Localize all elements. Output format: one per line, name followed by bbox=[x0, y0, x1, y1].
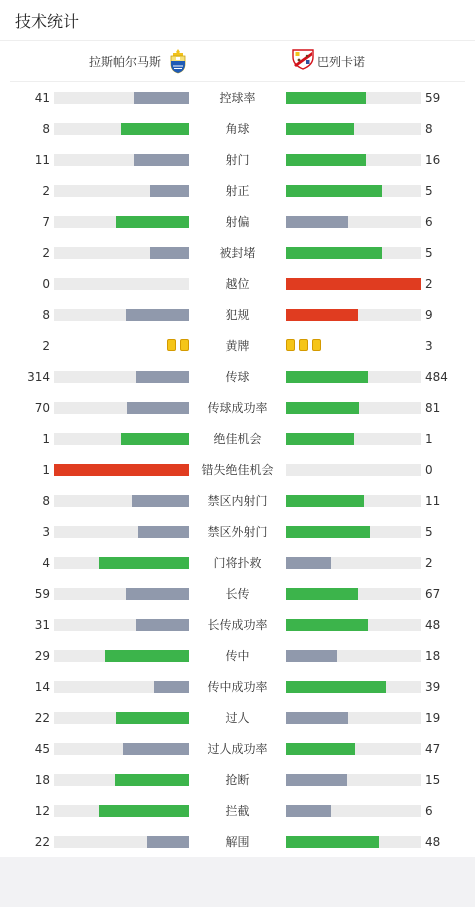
away-bar-track bbox=[286, 247, 421, 259]
stat-label: 犯规 bbox=[225, 308, 250, 322]
stat-label: 射正 bbox=[225, 184, 250, 198]
stat-row bbox=[0, 367, 475, 387]
stat-label: 绝佳机会 bbox=[213, 432, 262, 446]
stat-label: 拦截 bbox=[225, 804, 250, 818]
home-bar-fill bbox=[115, 774, 189, 786]
home-bar-track bbox=[54, 557, 189, 569]
stat-label: 过人 bbox=[225, 711, 250, 725]
away-stat-value: 47 bbox=[425, 742, 441, 756]
home-stat-value: 3 bbox=[42, 525, 50, 539]
yellow-card-icon bbox=[286, 339, 295, 351]
home-stat-value: 4 bbox=[42, 556, 50, 570]
away-bar-fill bbox=[286, 774, 347, 786]
away-stat-value: 16 bbox=[425, 153, 441, 167]
away-bar-fill bbox=[286, 309, 358, 321]
home-bar-fill bbox=[150, 185, 189, 197]
away-bar-fill bbox=[286, 743, 355, 755]
stat-label: 解围 bbox=[225, 835, 250, 849]
away-bar-track bbox=[286, 526, 421, 538]
home-stat-value: 29 bbox=[34, 649, 50, 663]
home-bar-fill bbox=[136, 371, 189, 383]
away-bar-fill bbox=[286, 588, 358, 600]
home-bar-track bbox=[54, 278, 189, 290]
stat-row bbox=[0, 553, 475, 573]
home-bar-fill bbox=[127, 402, 189, 414]
away-bar-fill bbox=[286, 154, 366, 166]
home-bar-track bbox=[54, 185, 189, 197]
home-stat-value: 1 bbox=[42, 463, 50, 477]
home-stat-value: 22 bbox=[34, 835, 50, 849]
stat-label: 传中成功率 bbox=[207, 680, 268, 694]
away-bar-fill bbox=[286, 433, 354, 445]
home-stat-value: 11 bbox=[34, 153, 50, 167]
away-bar-track bbox=[286, 805, 421, 817]
away-yellow-cards bbox=[286, 339, 321, 351]
page-title: 技术统计 bbox=[15, 11, 80, 31]
home-stat-value: 45 bbox=[34, 742, 50, 756]
stat-label: 越位 bbox=[225, 277, 250, 291]
home-stat-value: 8 bbox=[42, 494, 50, 508]
stat-label: 抢断 bbox=[225, 773, 250, 787]
away-bar-fill bbox=[286, 92, 366, 104]
away-bar-track bbox=[286, 650, 421, 662]
las-palmas-crest-icon bbox=[167, 48, 189, 74]
home-team-name: 拉斯帕尔马斯 bbox=[88, 54, 161, 69]
home-yellow-cards bbox=[167, 339, 189, 351]
home-bar-track bbox=[54, 526, 189, 538]
stat-row bbox=[0, 739, 475, 759]
home-bar-track bbox=[54, 743, 189, 755]
away-stat-value: 19 bbox=[425, 711, 441, 725]
home-bar-track bbox=[54, 681, 189, 693]
home-bar-fill bbox=[99, 557, 189, 569]
home-bar-fill bbox=[136, 619, 189, 631]
away-stat-value: 5 bbox=[425, 525, 433, 539]
home-bar-fill bbox=[134, 154, 189, 166]
stat-label: 传球 bbox=[225, 370, 250, 384]
stat-label: 射门 bbox=[225, 153, 250, 167]
away-stat-value: 2 bbox=[425, 277, 433, 291]
stat-label: 射偏 bbox=[225, 215, 250, 229]
away-bar-fill bbox=[286, 402, 359, 414]
stat-label: 禁区内射门 bbox=[207, 494, 268, 508]
home-bar-track bbox=[54, 805, 189, 817]
away-stat-value: 3 bbox=[425, 339, 433, 353]
home-stat-value: 0 bbox=[42, 277, 50, 291]
home-bar-track bbox=[54, 371, 189, 383]
home-stat-value: 2 bbox=[42, 184, 50, 198]
home-bar-fill bbox=[134, 92, 189, 104]
away-stat-value: 18 bbox=[425, 649, 441, 663]
home-bar-fill bbox=[116, 216, 189, 228]
home-bar-fill bbox=[150, 247, 189, 259]
yellow-card-icon bbox=[312, 339, 321, 351]
away-bar-track bbox=[286, 154, 421, 166]
away-bar-fill bbox=[286, 619, 368, 631]
away-bar-fill bbox=[286, 278, 421, 290]
title-bar bbox=[0, 0, 475, 41]
yellow-card-icon bbox=[299, 339, 308, 351]
away-stat-value: 6 bbox=[425, 215, 433, 229]
home-bar-fill bbox=[154, 681, 189, 693]
home-bar-fill bbox=[116, 712, 189, 724]
home-bar-fill bbox=[121, 433, 189, 445]
away-stat-value: 5 bbox=[425, 246, 433, 260]
away-bar-track bbox=[286, 433, 421, 445]
away-bar-track bbox=[286, 278, 421, 290]
home-bar-fill bbox=[123, 743, 189, 755]
away-bar-track bbox=[286, 371, 421, 383]
home-stat-value: 1 bbox=[42, 432, 50, 446]
home-bar-track bbox=[54, 650, 189, 662]
home-bar-fill bbox=[105, 650, 189, 662]
away-bar-track bbox=[286, 743, 421, 755]
home-stat-value: 8 bbox=[42, 122, 50, 136]
stat-row bbox=[0, 646, 475, 666]
home-bar-fill bbox=[147, 836, 189, 848]
stat-row bbox=[0, 88, 475, 108]
stat-row bbox=[0, 832, 475, 852]
stat-row bbox=[0, 770, 475, 790]
away-bar-track bbox=[286, 402, 421, 414]
home-stat-value: 22 bbox=[34, 711, 50, 725]
yellow-card-icon bbox=[180, 339, 189, 351]
away-bar-fill bbox=[286, 836, 379, 848]
home-bar-fill bbox=[132, 495, 189, 507]
stat-row bbox=[0, 398, 475, 418]
stat-row bbox=[0, 336, 475, 356]
home-bar-track bbox=[54, 619, 189, 631]
away-bar-track bbox=[286, 681, 421, 693]
home-bar-fill bbox=[126, 588, 189, 600]
stat-row bbox=[0, 181, 475, 201]
away-bar-fill bbox=[286, 495, 364, 507]
away-team-name: 巴列卡诺 bbox=[317, 54, 366, 69]
home-stat-value: 70 bbox=[34, 401, 50, 415]
home-bar-fill bbox=[54, 464, 189, 476]
home-stat-value: 2 bbox=[42, 246, 50, 260]
away-bar-track bbox=[286, 185, 421, 197]
teams-header bbox=[10, 41, 465, 82]
home-bar-track bbox=[54, 774, 189, 786]
home-stat-value: 314 bbox=[27, 370, 50, 384]
home-stat-value: 59 bbox=[34, 587, 50, 601]
away-stat-value: 484 bbox=[425, 370, 448, 384]
home-stat-value: 8 bbox=[42, 308, 50, 322]
home-bar-fill bbox=[121, 123, 189, 135]
away-bar-fill bbox=[286, 123, 354, 135]
away-stat-value: 39 bbox=[425, 680, 441, 694]
stat-row bbox=[0, 460, 475, 480]
away-bar-track bbox=[286, 836, 421, 848]
stat-row bbox=[0, 305, 475, 325]
away-bar-fill bbox=[286, 681, 386, 693]
stat-row bbox=[0, 584, 475, 604]
stat-row bbox=[0, 212, 475, 232]
stat-row bbox=[0, 708, 475, 728]
home-stat-value: 14 bbox=[34, 680, 50, 694]
home-bar-fill bbox=[138, 526, 189, 538]
stat-label: 被封堵 bbox=[219, 246, 256, 260]
away-bar-fill bbox=[286, 712, 348, 724]
stat-label: 错失绝佳机会 bbox=[201, 463, 274, 477]
away-stat-value: 9 bbox=[425, 308, 433, 322]
stat-row bbox=[0, 150, 475, 170]
stat-label: 控球率 bbox=[219, 91, 256, 105]
yellow-card-icon bbox=[167, 339, 176, 351]
home-stat-value: 12 bbox=[34, 804, 50, 818]
away-team[interactable] bbox=[291, 41, 365, 81]
stat-row bbox=[0, 429, 475, 449]
home-bar-track bbox=[54, 154, 189, 166]
away-stat-value: 8 bbox=[425, 122, 433, 136]
home-bar-track bbox=[54, 309, 189, 321]
away-bar-track bbox=[286, 712, 421, 724]
away-bar-fill bbox=[286, 526, 370, 538]
away-bar-track bbox=[286, 309, 421, 321]
away-bar-track bbox=[286, 216, 421, 228]
away-bar-fill bbox=[286, 557, 331, 569]
stat-label: 禁区外射门 bbox=[207, 525, 268, 539]
away-stat-value: 81 bbox=[425, 401, 441, 415]
away-stat-value: 6 bbox=[425, 804, 433, 818]
away-stat-value: 2 bbox=[425, 556, 433, 570]
home-team[interactable] bbox=[89, 41, 189, 81]
away-bar-track bbox=[286, 774, 421, 786]
stat-label: 传球成功率 bbox=[207, 401, 268, 415]
home-bar-track bbox=[54, 464, 189, 476]
home-stat-value: 7 bbox=[42, 215, 50, 229]
away-stat-value: 0 bbox=[425, 463, 433, 477]
home-stat-value: 41 bbox=[34, 91, 50, 105]
away-stat-value: 48 bbox=[425, 835, 441, 849]
away-bar-track bbox=[286, 464, 421, 476]
home-bar-track bbox=[54, 712, 189, 724]
stat-row bbox=[0, 615, 475, 635]
stat-label: 长传 bbox=[225, 587, 250, 601]
away-bar-track bbox=[286, 557, 421, 569]
home-stat-value: 2 bbox=[42, 339, 50, 353]
stat-row bbox=[0, 274, 475, 294]
stat-label: 黄牌 bbox=[225, 339, 250, 353]
stat-row bbox=[0, 243, 475, 263]
home-bar-track bbox=[54, 495, 189, 507]
stat-row bbox=[0, 119, 475, 139]
home-bar-track bbox=[54, 123, 189, 135]
away-bar-track bbox=[286, 92, 421, 104]
away-stat-value: 5 bbox=[425, 184, 433, 198]
away-stat-value: 59 bbox=[425, 91, 441, 105]
away-stat-value: 11 bbox=[425, 494, 441, 508]
stat-label: 长传成功率 bbox=[207, 618, 268, 632]
away-stat-value: 67 bbox=[425, 587, 441, 601]
home-bar-fill bbox=[126, 309, 189, 321]
stat-label: 传中 bbox=[225, 649, 250, 663]
rayo-vallecano-crest-icon bbox=[291, 48, 313, 74]
away-bar-track bbox=[286, 619, 421, 631]
home-stat-value: 18 bbox=[34, 773, 50, 787]
away-bar-fill bbox=[286, 247, 382, 259]
away-stat-value: 15 bbox=[425, 773, 441, 787]
away-bar-fill bbox=[286, 216, 348, 228]
away-bar-fill bbox=[286, 805, 331, 817]
home-bar-track bbox=[54, 433, 189, 445]
home-bar-track bbox=[54, 588, 189, 600]
stat-label: 门将扑救 bbox=[213, 556, 262, 570]
stat-label: 角球 bbox=[225, 122, 250, 136]
stat-row bbox=[0, 522, 475, 542]
home-stat-value: 31 bbox=[34, 618, 50, 632]
stat-row bbox=[0, 491, 475, 511]
home-bar-track bbox=[54, 836, 189, 848]
stat-row bbox=[0, 677, 475, 697]
home-bar-track bbox=[54, 216, 189, 228]
home-bar-track bbox=[54, 92, 189, 104]
away-bar-track bbox=[286, 588, 421, 600]
away-stat-value: 1 bbox=[425, 432, 433, 446]
away-stat-value: 48 bbox=[425, 618, 441, 632]
away-bar-fill bbox=[286, 371, 368, 383]
stat-row bbox=[0, 801, 475, 821]
away-bar-track bbox=[286, 123, 421, 135]
home-bar-track bbox=[54, 402, 189, 414]
stat-label: 过人成功率 bbox=[207, 742, 268, 756]
away-bar-track bbox=[286, 495, 421, 507]
home-bar-track bbox=[54, 247, 189, 259]
away-bar-fill bbox=[286, 650, 337, 662]
home-bar-fill bbox=[99, 805, 189, 817]
away-bar-fill bbox=[286, 185, 382, 197]
